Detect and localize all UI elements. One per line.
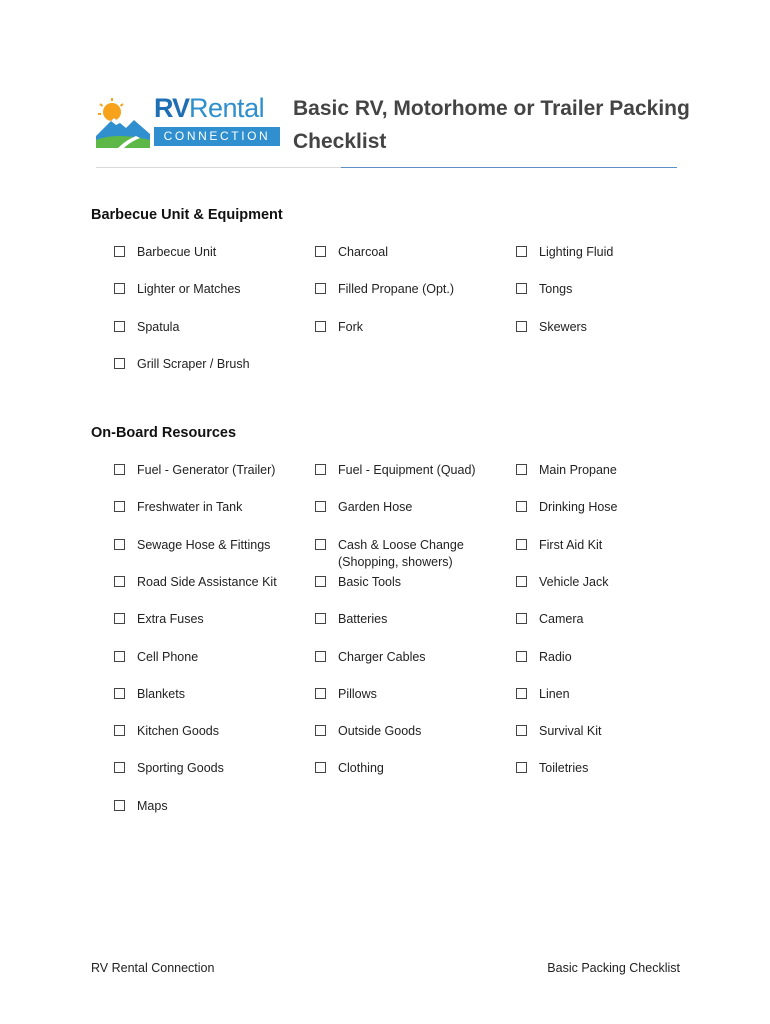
checklist-item[interactable] <box>114 499 242 516</box>
checkbox[interactable] <box>516 613 527 624</box>
header-divider-left <box>96 167 341 168</box>
checklist-item-label: Fuel - Generator (Trailer) <box>137 463 276 477</box>
checkbox[interactable] <box>516 501 527 512</box>
checklist-item[interactable] <box>315 723 421 740</box>
logo-word-connection: CONNECTION <box>154 127 280 146</box>
checklist-item[interactable] <box>114 649 198 666</box>
checkbox[interactable] <box>114 800 125 811</box>
checkbox[interactable] <box>516 539 527 550</box>
checklist-item[interactable] <box>114 356 250 373</box>
checklist-item-label: Tongs <box>539 282 573 296</box>
checklist-item-label: Road Side Assistance Kit <box>137 575 277 589</box>
checklist-item-label: Clothing <box>338 761 384 775</box>
checklist-item-label: Lighting Fluid <box>539 245 614 259</box>
checklist-item-label: Toiletries <box>539 761 589 775</box>
logo-word-rental: Rental <box>189 93 265 123</box>
checklist-item-label: Lighter or Matches <box>137 282 241 296</box>
checklist-item[interactable] <box>315 649 426 666</box>
checklist-item[interactable] <box>516 611 583 628</box>
checklist-item[interactable] <box>114 574 277 591</box>
footer-doc-name: Basic Packing Checklist <box>547 961 680 975</box>
checklist-item[interactable] <box>315 499 412 516</box>
checklist-item[interactable] <box>114 723 219 740</box>
document-title <box>293 92 693 158</box>
checklist-item[interactable] <box>114 760 224 777</box>
checkbox[interactable] <box>315 613 326 624</box>
checklist-item-label: Sewage Hose & Fittings <box>137 538 271 552</box>
document-title-line-1: Basic RV, Motorhome or Trailer Packing <box>293 97 690 120</box>
checkbox[interactable] <box>114 358 125 369</box>
checklist-item-label: Kitchen Goods <box>137 724 219 738</box>
checklist-item-label: Pillows <box>338 687 377 701</box>
checklist-item-label: Skewers <box>539 320 587 334</box>
checklist-item[interactable] <box>114 537 270 554</box>
checkbox[interactable] <box>114 501 125 512</box>
checkbox[interactable] <box>315 539 326 550</box>
checkbox[interactable] <box>114 725 125 736</box>
checkbox[interactable] <box>315 246 326 257</box>
checkbox[interactable] <box>315 576 326 587</box>
checkbox[interactable] <box>114 246 125 257</box>
footer-company: RV Rental Connection <box>91 961 215 975</box>
checklist-item[interactable] <box>315 281 454 298</box>
checklist-item-label: Batteries <box>338 612 388 626</box>
checkbox[interactable] <box>516 464 527 475</box>
logo-wordmark <box>154 92 264 124</box>
checklist-item[interactable] <box>516 319 587 336</box>
checklist-item[interactable] <box>516 649 572 666</box>
checklist-item[interactable] <box>114 798 168 815</box>
checklist-item[interactable] <box>114 686 185 703</box>
checkbox[interactable] <box>315 283 326 294</box>
logo-word-rv: RV <box>154 93 190 123</box>
checklist-item[interactable] <box>315 760 384 777</box>
checklist-item-label: First Aid Kit <box>539 538 603 552</box>
checklist-item-label: Freshwater in Tank <box>137 500 243 514</box>
section-title: On-Board Resources <box>91 425 237 441</box>
checklist-item[interactable] <box>114 319 179 336</box>
checklist-item-label: Charcoal <box>338 245 389 259</box>
checkbox[interactable] <box>114 539 125 550</box>
checklist-item-label: Camera <box>539 612 584 626</box>
checklist-item[interactable] <box>114 611 204 628</box>
checklist-item-label: Outside Goods <box>338 724 422 738</box>
checkbox[interactable] <box>114 321 125 332</box>
checklist-item[interactable] <box>114 244 216 261</box>
checklist-item-label: Main Propane <box>539 463 617 477</box>
checkbox[interactable] <box>516 651 527 662</box>
checklist-item[interactable] <box>315 319 363 336</box>
checklist-item-label: Filled Propane (Opt.) <box>338 282 455 296</box>
document-title-line-2: Checklist <box>293 130 387 153</box>
checkbox[interactable] <box>516 246 527 257</box>
checklist-item-label: Garden Hose <box>338 500 413 514</box>
checklist-item-label: Extra Fuses <box>137 612 204 626</box>
checklist-item[interactable] <box>315 462 476 479</box>
checkbox[interactable] <box>516 283 527 294</box>
checkbox[interactable] <box>516 576 527 587</box>
checklist-item-label: Spatula <box>137 320 180 334</box>
checklist-item[interactable] <box>516 499 618 516</box>
checklist-item-label: Cash & Loose Change (Shopping, showers) <box>338 538 464 569</box>
checkbox[interactable] <box>114 651 125 662</box>
checklist-item-label: Vehicle Jack <box>539 575 609 589</box>
checklist-item-label: Fork <box>338 320 363 334</box>
checkbox[interactable] <box>516 321 527 332</box>
checklist-item-label: Blankets <box>137 687 185 701</box>
checklist-item-label: Survival Kit <box>539 724 602 738</box>
checkbox[interactable] <box>315 501 326 512</box>
checklist-item-label: Fuel - Equipment (Quad) <box>338 463 476 477</box>
rv-landscape-logo-icon <box>96 96 150 148</box>
checkbox[interactable] <box>516 688 527 699</box>
checkbox[interactable] <box>516 725 527 736</box>
checkbox[interactable] <box>516 762 527 773</box>
checkbox[interactable] <box>315 725 326 736</box>
checklist-item-label: Cell Phone <box>137 650 199 664</box>
checklist-item[interactable] <box>516 574 608 591</box>
checklist-item-label: Sporting Goods <box>137 761 224 775</box>
checklist-item[interactable] <box>516 537 602 554</box>
checklist-item-label: Charger Cables <box>338 650 426 664</box>
checklist-item-label: Radio <box>539 650 572 664</box>
checklist-item[interactable] <box>315 244 388 261</box>
checklist-item-label: Linen <box>539 687 570 701</box>
checkbox[interactable] <box>315 651 326 662</box>
checkbox[interactable] <box>315 464 326 475</box>
checklist-item[interactable] <box>516 686 570 703</box>
checkbox[interactable] <box>114 762 125 773</box>
checklist-item[interactable] <box>315 574 401 591</box>
checklist-item-label: Maps <box>137 799 168 813</box>
company-logo <box>96 94 286 152</box>
header-divider-right <box>341 167 677 168</box>
checkbox[interactable] <box>114 283 125 294</box>
checklist-item[interactable] <box>516 723 602 740</box>
checklist-item[interactable] <box>315 537 464 571</box>
checkbox[interactable] <box>315 762 326 773</box>
checklist-item[interactable] <box>315 611 387 628</box>
checklist-item[interactable] <box>516 760 588 777</box>
section-title: Barbecue Unit & Equipment <box>91 207 283 223</box>
checkbox[interactable] <box>114 464 125 475</box>
checklist-item-label: Basic Tools <box>338 575 401 589</box>
checklist-item[interactable] <box>516 462 617 479</box>
checklist-item-label: Grill Scraper / Brush <box>137 357 250 371</box>
checkbox[interactable] <box>114 613 125 624</box>
checkbox[interactable] <box>315 321 326 332</box>
checklist-item[interactable] <box>516 244 613 261</box>
checklist-item[interactable] <box>114 281 241 298</box>
checkbox[interactable] <box>315 688 326 699</box>
checklist-item-label: Drinking Hose <box>539 500 618 514</box>
checkbox[interactable] <box>114 576 125 587</box>
checklist-item-label: Barbecue Unit <box>137 245 217 259</box>
checklist-item[interactable] <box>516 281 572 298</box>
checklist-item[interactable] <box>315 686 377 703</box>
checklist-item[interactable] <box>114 462 275 479</box>
checkbox[interactable] <box>114 688 125 699</box>
